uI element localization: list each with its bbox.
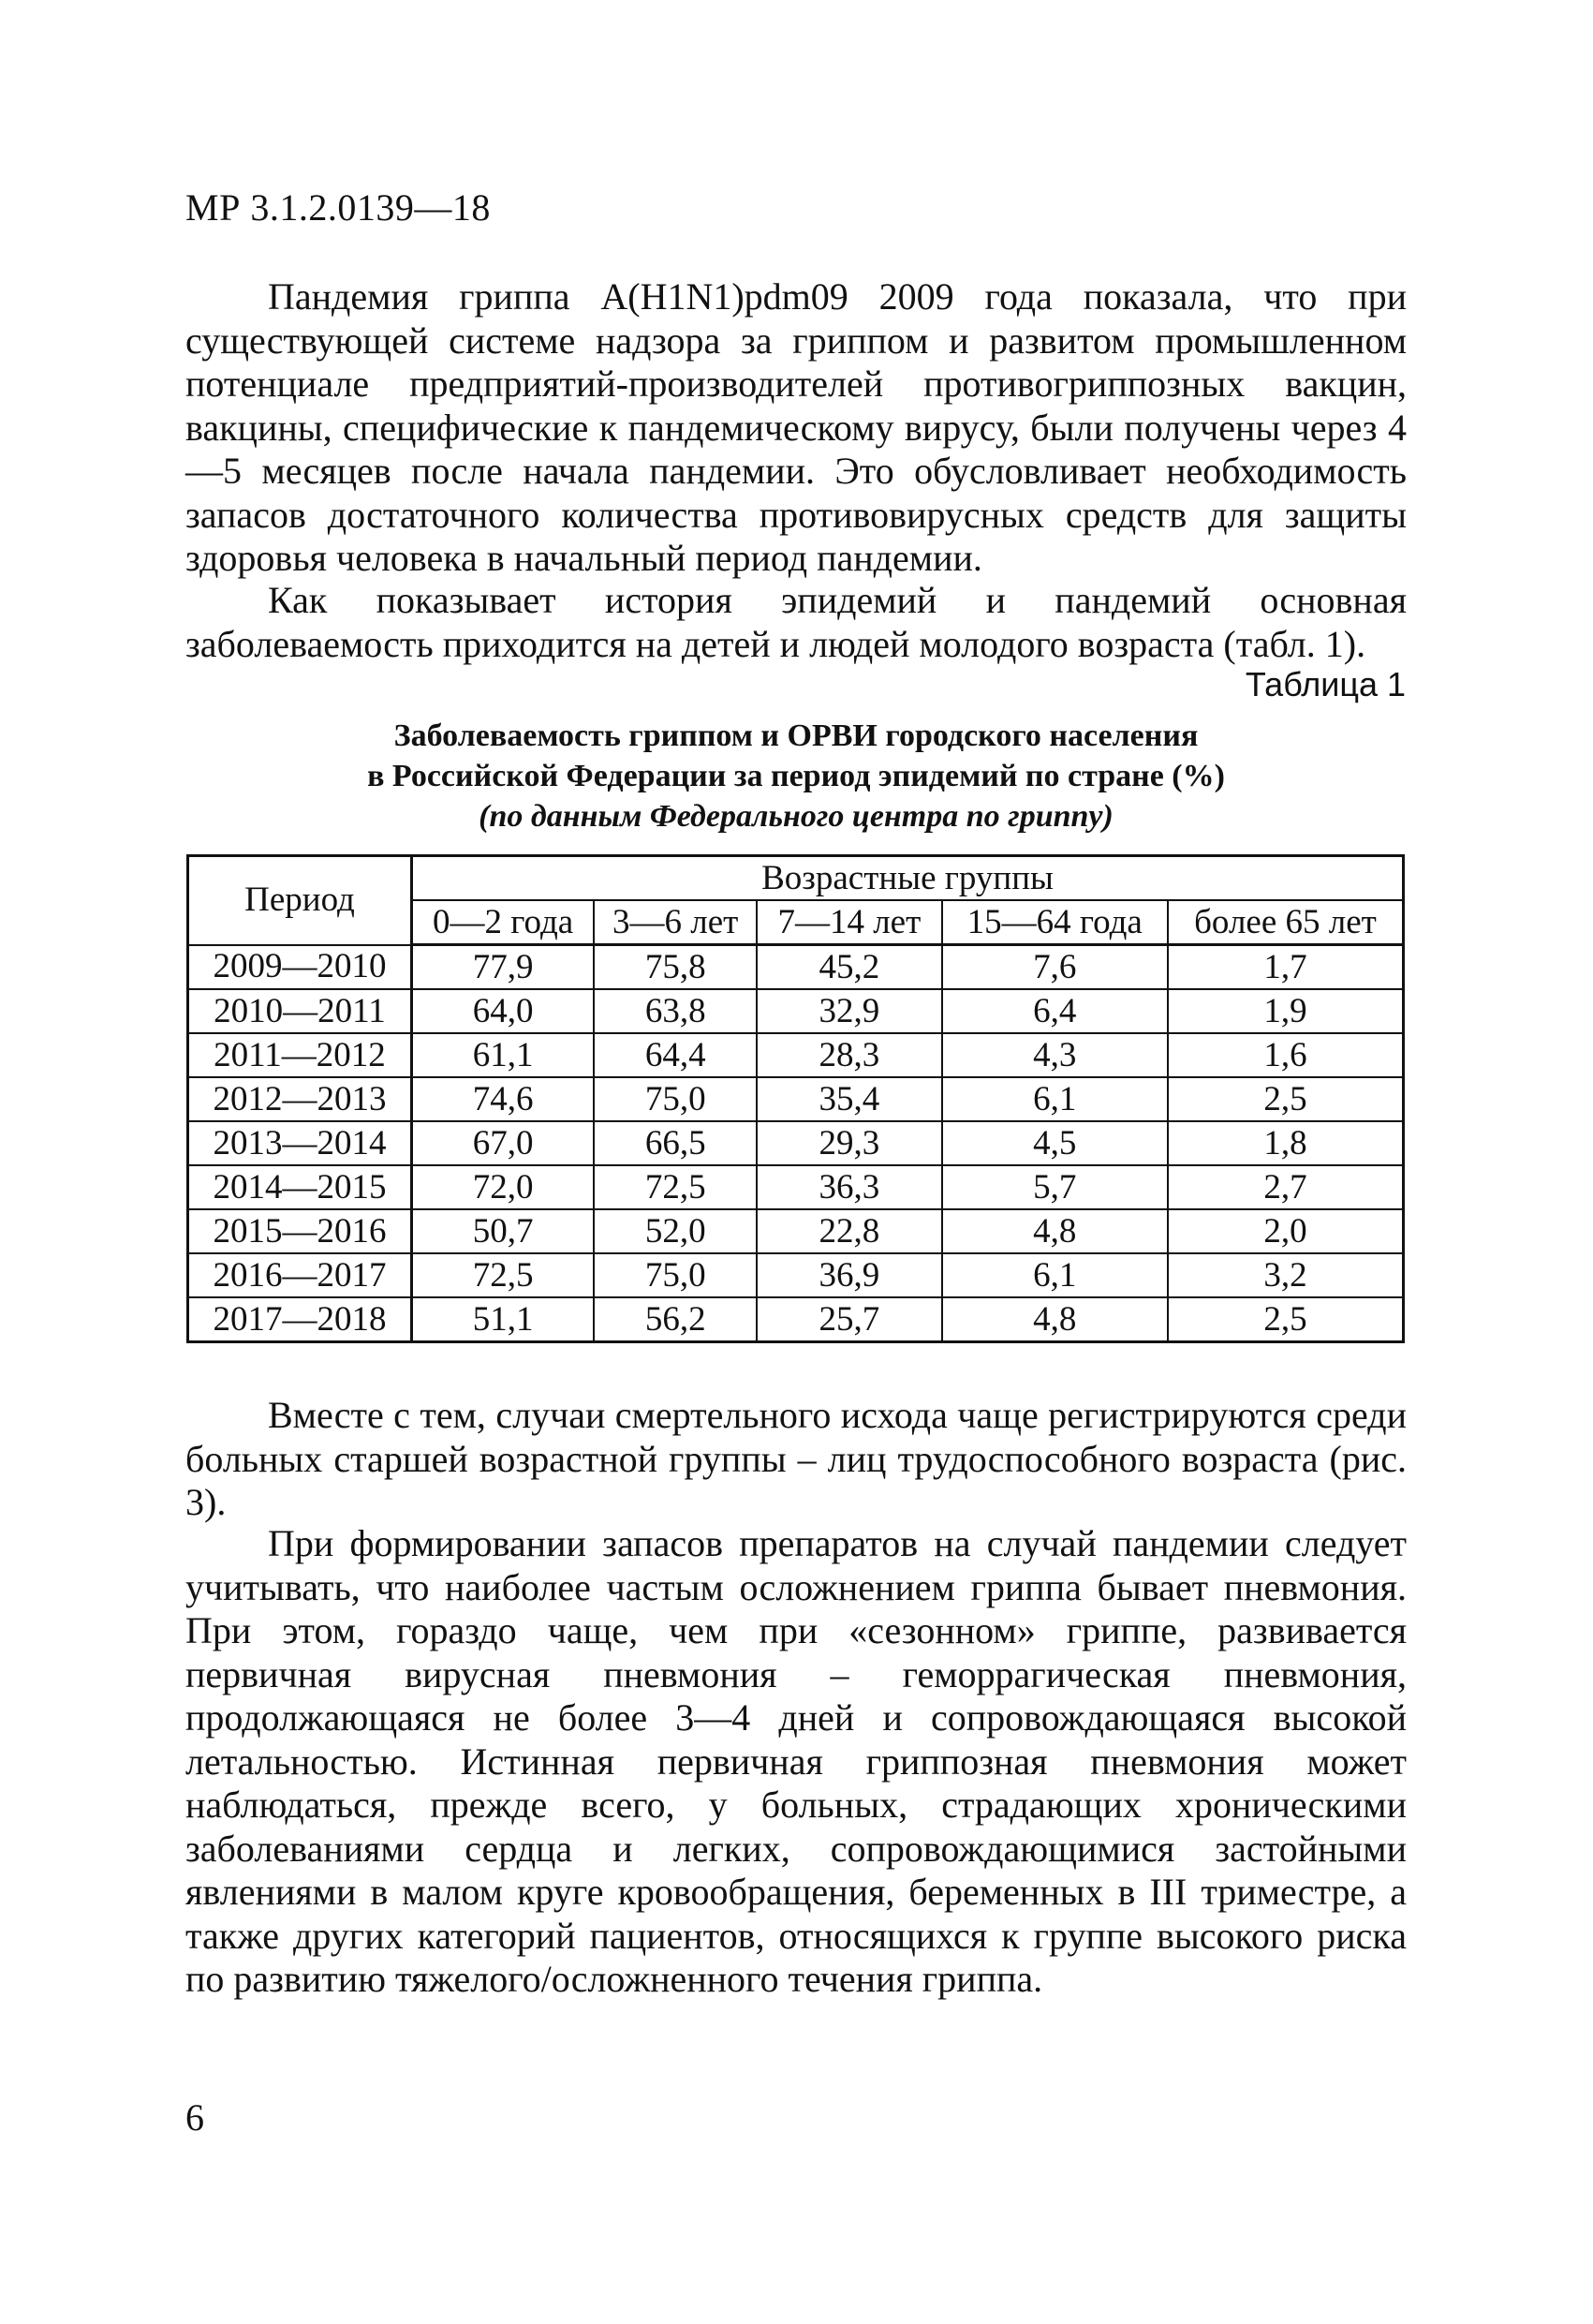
table-label: Таблица 1 bbox=[1245, 665, 1406, 703]
cell-value: 64,0 bbox=[412, 989, 595, 1033]
cell-value: 6,1 bbox=[942, 1253, 1168, 1297]
cell-value: 7,6 bbox=[942, 945, 1168, 990]
table-title bbox=[185, 716, 1407, 836]
paragraph-mortality: Вместе с тем, случаи смертельного исхода чаще регистрируются среди больных старшей возрастной группы – лиц трудоспособного возраста (рис. 3). bbox=[185, 1394, 1407, 1523]
cell-value: 6,1 bbox=[942, 1077, 1168, 1121]
cell-value: 1,7 bbox=[1168, 945, 1404, 990]
cell-value: 63,8 bbox=[594, 989, 757, 1033]
cell-value: 4,8 bbox=[942, 1209, 1168, 1253]
cell-value: 74,6 bbox=[412, 1077, 595, 1121]
paragraph-pneumonia: При формировании запасов препаратов на случай пандемии следует учитывать, что наиболее частым осложнением гриппа бывает пневмония. При этом, гораздо чаще, чем при «сезонном» гриппе, развивается первичная вирусная пневмония – геморрагическая пневмония, продолжающаяся не более 3—4 дней и сопровождающаяся высокой летальностью. Истинная первичная гриппозная пневмония может наблюдаться, прежде всего, у больных, страдающих хроническими заболеваниями сердца и легких, сопровождающимися застойными явлениями в малом круге кровообращения, беременных в III триместре, а также других категорий пациентов, относящихся к группе высокого риска по развитию тяжелого/осложненного течения гриппа. bbox=[185, 1522, 1407, 2000]
cell-period: 2012—2013 bbox=[188, 1077, 412, 1121]
cell-value: 66,5 bbox=[594, 1121, 757, 1165]
header-age-65-plus: более 65 лет bbox=[1168, 900, 1404, 945]
table-row bbox=[188, 1297, 1404, 1342]
cell-value: 75,8 bbox=[594, 945, 757, 990]
cell-period: 2017—2018 bbox=[188, 1297, 412, 1342]
cell-period: 2013—2014 bbox=[188, 1121, 412, 1165]
cell-value: 2,7 bbox=[1168, 1165, 1404, 1209]
cell-value: 61,1 bbox=[412, 1033, 595, 1077]
cell-period: 2015—2016 bbox=[188, 1209, 412, 1253]
cell-value: 75,0 bbox=[594, 1253, 757, 1297]
cell-value: 52,0 bbox=[594, 1209, 757, 1253]
cell-value: 45,2 bbox=[757, 945, 941, 990]
cell-value: 36,9 bbox=[757, 1253, 941, 1297]
table-row bbox=[188, 1165, 1404, 1209]
cell-value: 67,0 bbox=[412, 1121, 595, 1165]
header-age-0-2: 0—2 года bbox=[412, 900, 595, 945]
header-age-groups: Возрастные группы bbox=[412, 856, 1404, 901]
page-number: 6 bbox=[185, 2096, 204, 2139]
header-age-3-6: 3—6 лет bbox=[594, 900, 757, 945]
cell-value: 28,3 bbox=[757, 1033, 941, 1077]
cell-value: 4,3 bbox=[942, 1033, 1168, 1077]
table-title-line-1: Заболеваемость гриппом и ОРВИ городского населения bbox=[393, 718, 1199, 753]
cell-period: 2009—2010 bbox=[188, 945, 412, 990]
cell-value: 22,8 bbox=[757, 1209, 941, 1253]
cell-value: 50,7 bbox=[412, 1209, 595, 1253]
header-age-7-14: 7—14 лет bbox=[757, 900, 941, 945]
paragraph-pandemic-2009: Пандемия гриппа A(H1N1)pdm09 2009 года показала, что при существующей системе надзора за гриппом и развитом промышленном потенциале предприятий-производителей противогриппозных вакцин, вакцины, специфические к пандемическому вирусу, были получены через 4—5 месяцев после начала пандемии. Это обусловливает необходимость запасов достаточного количества противовирусных средств для защиты здоровья человека в начальный период пандемии. bbox=[185, 275, 1407, 579]
cell-value: 5,7 bbox=[942, 1165, 1168, 1209]
cell-value: 75,0 bbox=[594, 1077, 757, 1121]
cell-value: 25,7 bbox=[757, 1297, 941, 1342]
cell-value: 2,5 bbox=[1168, 1297, 1404, 1342]
cell-value: 2,5 bbox=[1168, 1077, 1404, 1121]
table-title-line-2: в Российской Федерации за период эпидемий по стране (%) bbox=[367, 759, 1225, 793]
cell-period: 2016—2017 bbox=[188, 1253, 412, 1297]
paragraph-morbidity-age: Как показывает история эпидемий и пандемий основная заболеваемость приходится на детей и людей молодого возраста (табл. 1). bbox=[185, 579, 1407, 665]
cell-value: 35,4 bbox=[757, 1077, 941, 1121]
table-row bbox=[188, 1209, 1404, 1253]
document-code: МР 3.1.2.0139—18 bbox=[185, 186, 491, 229]
cell-value: 72,5 bbox=[412, 1253, 595, 1297]
cell-value: 72,0 bbox=[412, 1165, 595, 1209]
table-row bbox=[188, 989, 1404, 1033]
table-row bbox=[188, 1253, 1404, 1297]
table-row bbox=[188, 1033, 1404, 1077]
header-period: Период bbox=[188, 856, 412, 945]
cell-value: 77,9 bbox=[412, 945, 595, 990]
cell-value: 64,4 bbox=[594, 1033, 757, 1077]
table-body bbox=[188, 945, 1404, 1342]
cell-value: 1,8 bbox=[1168, 1121, 1404, 1165]
cell-value: 1,6 bbox=[1168, 1033, 1404, 1077]
morbidity-table bbox=[186, 854, 1405, 1343]
cell-value: 32,9 bbox=[757, 989, 941, 1033]
cell-value: 29,3 bbox=[757, 1121, 941, 1165]
table-row bbox=[188, 1077, 1404, 1121]
cell-value: 4,8 bbox=[942, 1297, 1168, 1342]
cell-value: 2,0 bbox=[1168, 1209, 1404, 1253]
table-row bbox=[188, 945, 1404, 990]
cell-value: 1,9 bbox=[1168, 989, 1404, 1033]
cell-value: 4,5 bbox=[942, 1121, 1168, 1165]
cell-period: 2011—2012 bbox=[188, 1033, 412, 1077]
cell-period: 2010—2011 bbox=[188, 989, 412, 1033]
header-age-15-64: 15—64 года bbox=[942, 900, 1168, 945]
cell-value: 72,5 bbox=[594, 1165, 757, 1209]
cell-value: 56,2 bbox=[594, 1297, 757, 1342]
table-title-source: (по данным Федерального центра по гриппу) bbox=[479, 799, 1114, 834]
cell-value: 3,2 bbox=[1168, 1253, 1404, 1297]
cell-value: 51,1 bbox=[412, 1297, 595, 1342]
cell-value: 36,3 bbox=[757, 1165, 941, 1209]
cell-value: 6,4 bbox=[942, 989, 1168, 1033]
table-row bbox=[188, 1121, 1404, 1165]
cell-period: 2014—2015 bbox=[188, 1165, 412, 1209]
